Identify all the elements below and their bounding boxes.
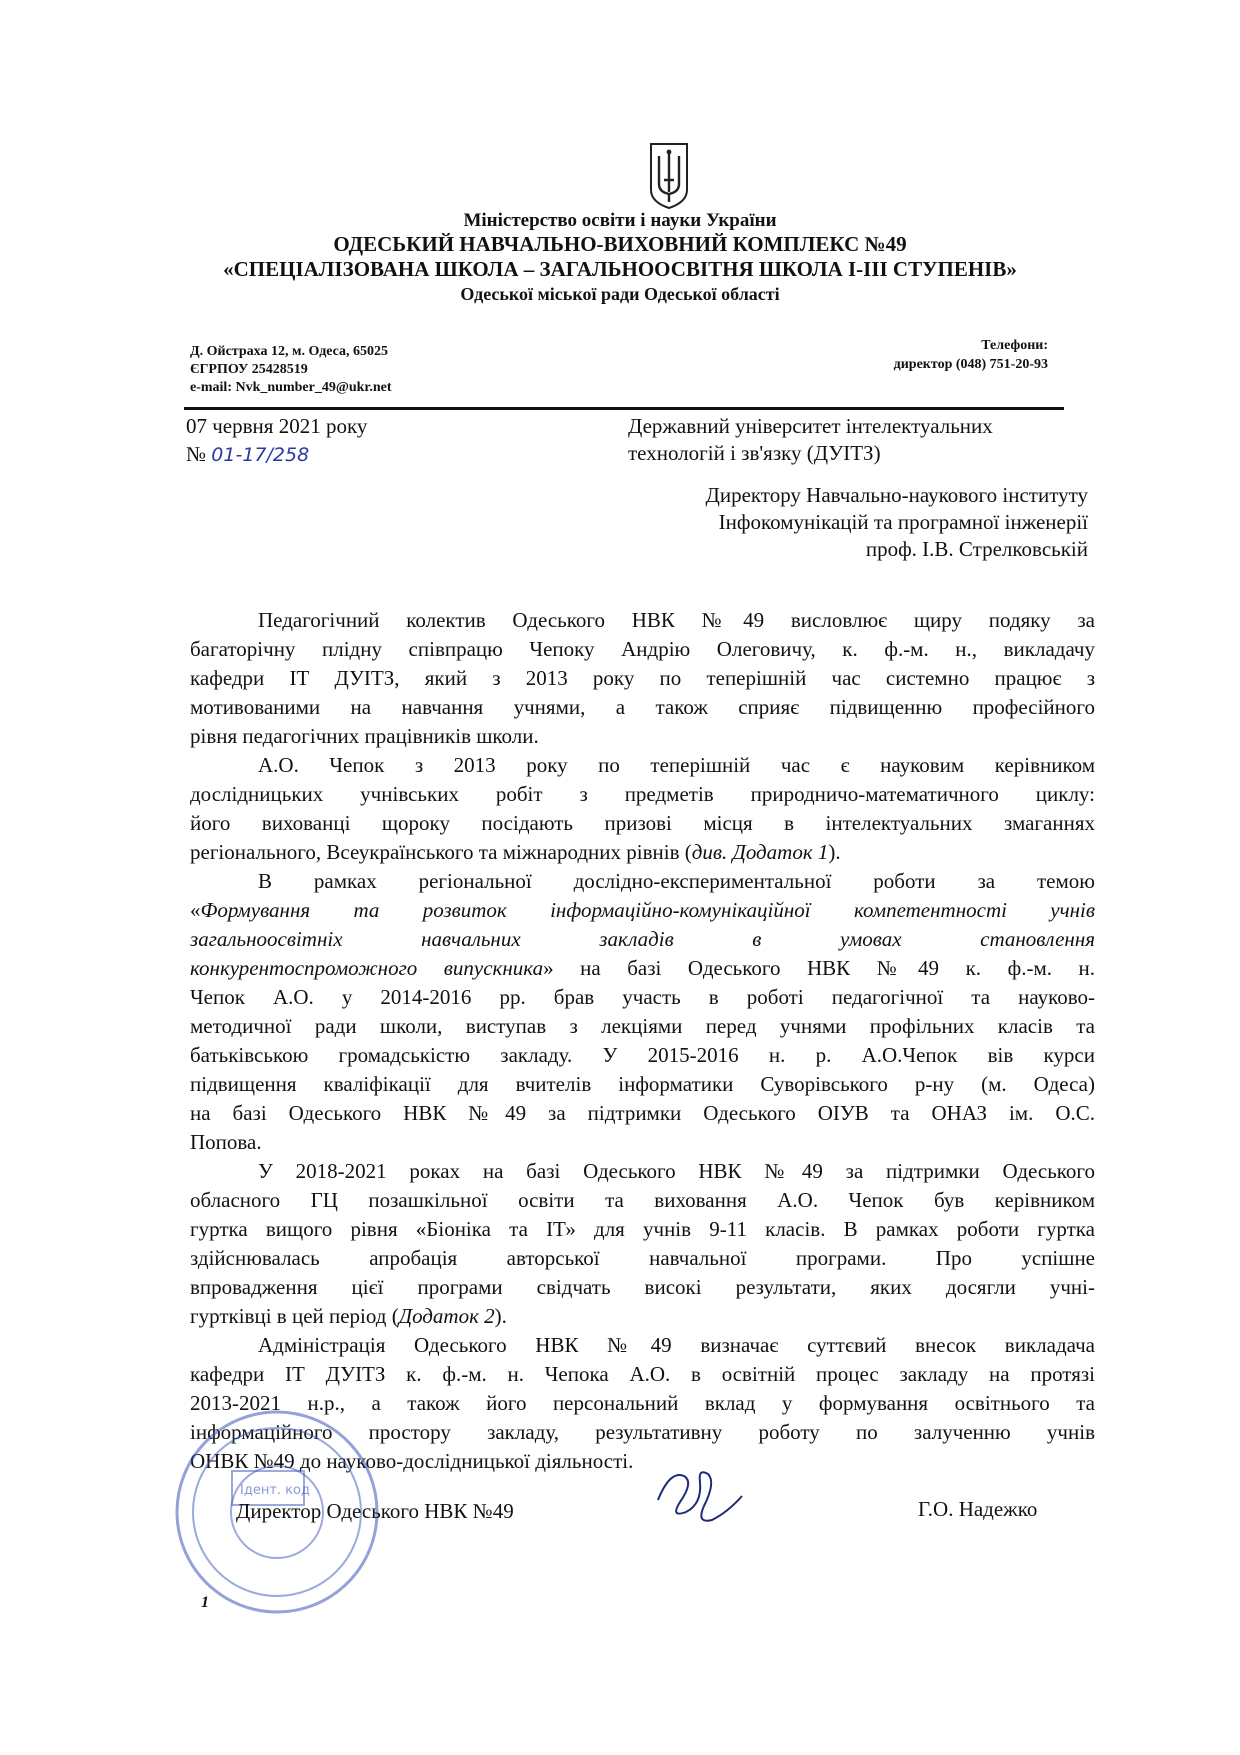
body-line: гуртківці в цей період (Додаток 2). (190, 1304, 507, 1328)
topic-title: конкурентоспроможного випускника (190, 956, 544, 980)
council-name: Одеської міської ради Одеської області (460, 284, 780, 304)
body-line: на базі Одеського НВК №49 за підтримки Одеського ОІУВ та ОНАЗ ім. О.С. (190, 1101, 1095, 1125)
body-line: його вихованці щороку посідають призові місця в інтелектуальних змаганнях (190, 811, 1095, 835)
body-line: кафедри ІТ ДУІТЗ, який з 2013 року по теперішній час системно працює з (190, 666, 1095, 690)
letter-date: 07 червня 2021 року (186, 414, 368, 438)
signatory-title: Директор Одеського НВК №49 (236, 1499, 514, 1523)
handwritten-number: 01-17/258 (211, 444, 310, 466)
body-line (190, 925, 1095, 954)
body-line: А.О. Чепок з 2013 року по теперішній час є науковим керівником (258, 753, 1095, 777)
body-line: Педагогічний колектив Одеського НВК №49 висловлює щиру подяку за (258, 608, 1095, 632)
letter-number (186, 441, 309, 469)
page-number: 1 (201, 1594, 209, 1611)
recipient-org-line: Державний університет інтелектуальних (628, 414, 993, 438)
body-line: обласного ГЦ позашкільної освіти та виховання А.О. Чепок був керівником (190, 1188, 1095, 1212)
body-line: «Формування та розвиток інформаційно-комунікаційної компетентності учнів (190, 898, 1095, 922)
phones-label: Телефони: (981, 338, 1048, 353)
number-prefix: № (186, 442, 207, 466)
body-line: гуртка вищого рівня «Біоніка та ІТ» для учнів 9-11 класів. В рамках роботи гуртка (190, 1217, 1095, 1241)
appendix-ref: Додаток 2 (398, 1304, 495, 1328)
body-line: здійснювалась апробація авторської навчальної програми. Про успішне (190, 1246, 1095, 1270)
recipient-line: Директору Навчально-наукового інституту (705, 483, 1088, 507)
recipient-org-line: технологій і зв'язку (ДУІТЗ) (628, 441, 881, 465)
body-line: підвищення кваліфікації для вчителів інформатики Суворівського р-ну (м. Одеса) (190, 1072, 1095, 1096)
recipient-line: проф. І.В. Стрелковській (865, 537, 1088, 561)
body-line: мотивованими на навчання учнями, а також сприяє підвищенню професійного (190, 695, 1095, 719)
contact-block (190, 343, 392, 397)
body-line: впровадження цієї програми свідчать високі результати, яких досягли учні- (190, 1275, 1095, 1299)
body-line: регіонального, Всеукраїнського та міжнародних рівнів (див. Додаток 1). (190, 840, 841, 864)
body-line: конкурентоспроможного випускника» на базі Одеського НВК №49 к. ф.-м. н. (190, 956, 1096, 980)
ministry-title: Міністерство освіти і науки України (463, 210, 777, 231)
body-line: У 2018-2021 роках на базі Одеського НВК №49 за підтримки Одеського (258, 1159, 1095, 1183)
body-line: батьківською громадськістю закладу. У 2015-2016 н. р. А.О.Чепок вів курси (190, 1043, 1095, 1067)
appendix-ref: див. Додаток 1 (691, 840, 829, 864)
signatory-name: Г.О. Надежко (918, 1497, 1038, 1521)
handwritten-signature (650, 1450, 750, 1540)
topic-title: Формування та розвиток інформаційно-комунікаційної компетентності учнів (200, 898, 1095, 922)
paragraph-2 (190, 751, 1095, 867)
body-line: Попова. (190, 1130, 262, 1154)
body-line: методичної ради школи, виступав з лекціями перед учнями профільних класів та (190, 1014, 1095, 1038)
header-divider (184, 407, 1064, 410)
address: Д. Ойстраха 12, м. Одеса, 65025 (190, 344, 389, 359)
recipient-organization (628, 413, 1088, 467)
edrpou: ЄГРПОУ 25428519 (190, 362, 308, 377)
body-line: кафедри ІТ ДУІТЗ к. ф.-м. н. Чепока А.О. в освітній процес закладу на протязі (190, 1362, 1095, 1386)
topic-title: загальноосвітніх навчальних закладів в умовах становлення (190, 927, 1095, 951)
body-line: Чепок А.О. у 2014-2016 рр. брав участь в роботі педагогічної та науково- (190, 985, 1095, 1009)
school-name: ОДЕСЬКИЙ НАВЧАЛЬНО-ВИХОВНИЙ КОМПЛЕКС №49 (333, 232, 907, 256)
paragraph-1 (190, 606, 1095, 751)
coat-of-arms-icon (647, 140, 691, 210)
director-phone: директор (048) 751-20-93 (893, 357, 1048, 372)
body-line: інформаційного простору закладу, результативну роботу по залученню учнів (190, 1420, 1095, 1444)
email: e-mail: Nvk_number_49@ukr.net (190, 380, 392, 395)
letter-body (190, 606, 1095, 1476)
stamp-text: Ідент. код (240, 1483, 310, 1498)
body-line: дослідницьких учнівських робіт з предметів природничо-математичного циклу: (190, 782, 1095, 806)
body-line: рівня педагогічних працівників школи. (190, 724, 539, 748)
paragraph-3 (190, 867, 1095, 1157)
body-line: Адміністрація Одеського НВК №49 визначає суттєвий внесок викладача (258, 1333, 1095, 1357)
recipient-line: Інфокомунікацій та програмної інженерії (718, 510, 1088, 534)
body-line: багаторічну плідну співпрацю Чепоку Андрію Олеговичу, к. ф.-м. н., викладачу (190, 637, 1095, 661)
body-line: 2013-2021 н.р., а також його персональний вклад у формування освітнього та (190, 1391, 1095, 1415)
recipient-person (618, 482, 1088, 563)
paragraph-4 (190, 1157, 1095, 1331)
body-line: ОНВК №49 до науково-дослідницької діяльності. (190, 1449, 634, 1473)
phones-block (894, 336, 1048, 374)
school-type: «СПЕЦІАЛІЗОВАНА ШКОЛА – ЗАГАЛЬНООСВІТНЯ ШКОЛА I-III СТУПЕНІВ» (223, 257, 1017, 281)
body-line: В рамках регіональної дослідно-експериментальної роботи за темою (258, 869, 1095, 893)
